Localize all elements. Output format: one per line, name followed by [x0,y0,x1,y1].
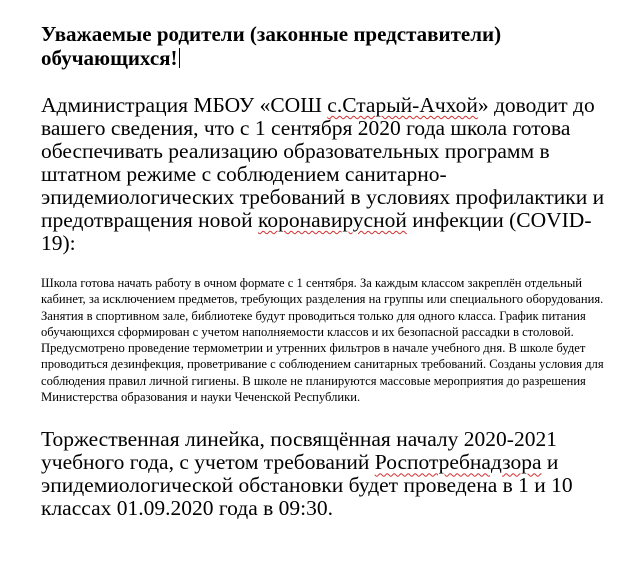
details-paragraph: Школа готова начать работу в очном формате с 1 сентября. За каждым классом закреплён отдельный кабинет, за исключением предметов, требующих разделения на группы или специального оборудования. Занятия в спортивном зале, библиотеке будут проводиться только для одного класса. График питания обучающихся сформирован с учетом наполняемости классов и их безопасной рассадки в столовой. Предусмотрено проведение термометрии и утренних фильтров в начале учебного дня. В школе будет проводиться дезинфекция, проветривание с соблюдением санитарных требований. Созданы условия для соблюдения правил личной гигиены. В школе не планируются массовые мероприятия до разрешения Министерства образования и науки Чеченской Республики. [41,276,604,405]
heading-line-1: Уважаемые родители (законные представители) [41,22,502,46]
lead-text-3: инфекции (COVID-19): [41,208,592,255]
lead-text-1: Администрация МБОУ «СОШ [41,93,328,117]
text-cursor [179,48,180,68]
lead-text-2: » доводит до вашего сведения, что с 1 сентября 2020 года школа готова обеспечивать реализацию образовательных программ в штатном режиме с соблюдением санитарно-эпидемиологических требований в условиях профилактики и предотвращения новой [41,93,605,232]
spellcheck-word-coronavirus: коронавирусной [258,208,407,232]
spellcheck-word-school-name: с.Старый-Ачхой [327,93,478,117]
closing-text-2: и эпидемиологической обстановки будет проведена в 1 и 10 классах 01.09.2020 года в 09:30. [41,450,573,521]
heading-line-2: обучающихся! [41,46,178,70]
closing-paragraph [41,428,609,520]
document-heading [41,22,541,70]
document-page [41,22,609,520]
spellcheck-word-rospotrebnadzor: Роспотребнадзора [374,450,542,475]
lead-paragraph [41,94,609,255]
closing-text-1: Торжественная линейка, посвящённая началу 2020-2021 учебного года, с учетом требований [41,427,557,475]
